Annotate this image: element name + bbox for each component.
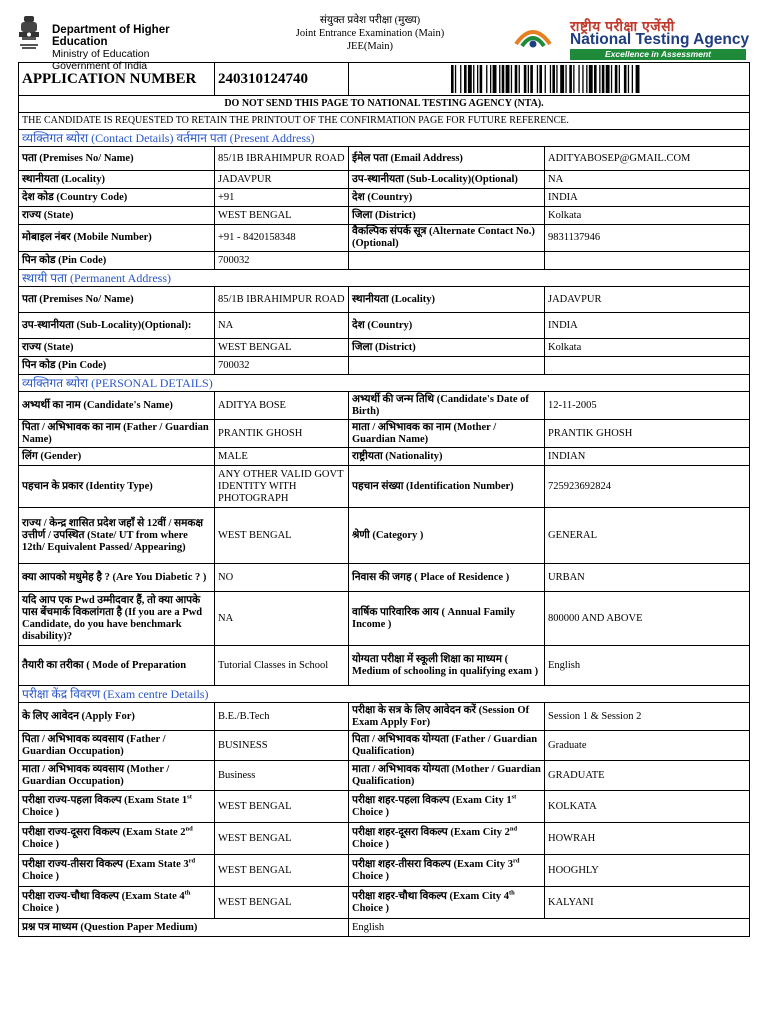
field-label: पिता / अभिभावक योग्यता (Father / Guardian Qualification) bbox=[349, 731, 545, 761]
table-row bbox=[19, 392, 750, 420]
field-label bbox=[349, 252, 545, 270]
field-value bbox=[545, 252, 750, 270]
exam-state-value: WEST BENGAL bbox=[215, 887, 349, 919]
field-label: स्थानीयता (Locality) bbox=[19, 171, 215, 189]
field-value: JADAVPUR bbox=[545, 287, 750, 313]
label-text: परीक्षा शहर-चौथा विकल्प (Exam City bbox=[352, 890, 502, 902]
state-emblem-icon bbox=[16, 14, 42, 54]
field-value: ADITYABOSEP@GMAIL.COM bbox=[545, 147, 750, 171]
field-label: जिला (District) bbox=[349, 207, 545, 225]
table-row bbox=[19, 448, 750, 466]
field-value: MALE bbox=[215, 448, 349, 466]
present-address-header-row bbox=[19, 130, 750, 147]
field-value: English bbox=[545, 646, 750, 686]
label-text: परीक्षा राज्य-तीसरा विकल्प (Exam State bbox=[22, 858, 181, 870]
barcode-icon bbox=[449, 63, 749, 95]
exam-title-english: Joint Entrance Examination (Main) bbox=[295, 28, 445, 39]
exam-choice-row bbox=[19, 823, 750, 855]
exam-title-hindi: संयुक्त प्रवेश परीक्षा (मुख्य) bbox=[319, 15, 421, 26]
notice-row bbox=[19, 96, 750, 113]
table-row bbox=[19, 357, 750, 375]
table-row bbox=[19, 508, 750, 564]
field-value: ADITYA BOSE bbox=[215, 392, 349, 420]
nta-name-english: National Testing Agency bbox=[570, 31, 750, 48]
exam-state-choice-label bbox=[19, 855, 215, 887]
field-value: Kolkata bbox=[545, 339, 750, 357]
choice-ordinal: 1 bbox=[181, 794, 188, 806]
label-text: परीक्षा शहर-तीसरा विकल्प (Exam City bbox=[352, 858, 506, 870]
personal-details-header-row bbox=[19, 375, 750, 392]
table-row bbox=[19, 252, 750, 270]
field-label bbox=[349, 357, 545, 375]
field-value: 700032 bbox=[215, 252, 349, 270]
ministry-block bbox=[14, 14, 214, 72]
exam-choice-row bbox=[19, 887, 750, 919]
choice-ordinal: 4 bbox=[179, 890, 185, 902]
exam-title-short: JEE(Main) bbox=[346, 41, 394, 52]
government-name: Government of India bbox=[52, 60, 148, 72]
field-value: JADAVPUR bbox=[215, 171, 349, 189]
table-row bbox=[19, 287, 750, 313]
exam-choice-row bbox=[19, 791, 750, 823]
exam-city-value: HOWRAH bbox=[545, 823, 750, 855]
application-number-row bbox=[19, 63, 750, 96]
nta-logo-icon bbox=[514, 24, 552, 50]
choice-suffix: Choice ) bbox=[22, 902, 60, 914]
choice-suffix: Choice ) bbox=[352, 806, 390, 818]
barcode-cell bbox=[349, 63, 750, 96]
exam-city-choice-label bbox=[349, 823, 545, 855]
field-value bbox=[545, 357, 750, 375]
field-value: NA bbox=[215, 592, 349, 646]
field-label: देश (Country) bbox=[349, 313, 545, 339]
field-label: परीक्षा के सत्र के लिए आवेदन करें (Session Of Exam Apply For) bbox=[349, 703, 545, 731]
label-text: परीक्षा राज्य-चौथा विकल्प (Exam State bbox=[22, 890, 177, 902]
ordinal-suffix: th bbox=[509, 889, 515, 896]
field-label: राज्य / केन्द्र शासित प्रदेश जहाँ से 12वीं / समकक्ष उत्तीर्ण / उपस्थित (State/ UT from where 12th/ Equivalent Passed/ Appearing) bbox=[19, 508, 215, 564]
field-label: राज्य (State) bbox=[19, 207, 215, 225]
field-value: Tutorial Classes in School bbox=[215, 646, 349, 686]
label-text: परीक्षा शहर-पहला विकल्प (Exam City bbox=[352, 794, 504, 806]
exam-centre-header-row bbox=[19, 686, 750, 703]
field-label: पिन कोड (Pin Code) bbox=[19, 252, 215, 270]
ordinal-suffix: nd bbox=[509, 825, 518, 832]
table-row bbox=[19, 147, 750, 171]
exam-centre-title: परीक्षा केंद्र विवरण (Exam centre Details) bbox=[19, 686, 750, 703]
exam-state-choice-label bbox=[19, 823, 215, 855]
exam-state-choice-label bbox=[19, 791, 215, 823]
field-value: NA bbox=[215, 313, 349, 339]
ministry-name: Ministry of Education bbox=[52, 48, 150, 60]
field-value: 725923692824 bbox=[545, 466, 750, 508]
label-text: परीक्षा शहर-दूसरा विकल्प (Exam City bbox=[352, 826, 503, 838]
field-label: अभ्यर्थी की जन्म तिथि (Candidate's Date of Birth) bbox=[349, 392, 545, 420]
field-label: क्या आपको मधुमेह है ? (Are You Diabetic ? ) bbox=[19, 564, 215, 592]
field-value: Session 1 & Session 2 bbox=[545, 703, 750, 731]
field-value: WEST BENGAL bbox=[215, 339, 349, 357]
field-label: पहचान संख्या (Identification Number) bbox=[349, 466, 545, 508]
exam-city-choice-label bbox=[349, 855, 545, 887]
table-row bbox=[19, 225, 750, 252]
personal-details-title: व्यक्तिगत ब्योरा (PERSONAL DETAILS) bbox=[19, 375, 750, 392]
field-value: PRANTIK GHOSH bbox=[545, 420, 750, 448]
choice-suffix: Choice ) bbox=[352, 838, 390, 850]
field-value: BUSINESS bbox=[215, 731, 349, 761]
present-address-title: व्यक्तिगत ब्योरा (Contact Details) वर्तमान पता (Present Address) bbox=[19, 130, 750, 147]
field-label: राज्य (State) bbox=[19, 339, 215, 357]
field-value: NA bbox=[545, 171, 750, 189]
table-row bbox=[19, 313, 750, 339]
field-label: लिंग (Gender) bbox=[19, 448, 215, 466]
exam-state-value: WEST BENGAL bbox=[215, 791, 349, 823]
table-row bbox=[19, 420, 750, 448]
nta-tagline: Excellence in Assessment bbox=[570, 49, 746, 60]
field-label: पता (Premises No/ Name) bbox=[19, 287, 215, 313]
permanent-address-header-row bbox=[19, 270, 750, 287]
field-value: 85/1B IBRAHIMPUR ROAD bbox=[215, 287, 349, 313]
field-value: INDIA bbox=[545, 313, 750, 339]
field-label: तैयारी का तरीका ( Mode of Preparation bbox=[19, 646, 215, 686]
application-number-label: APPLICATION NUMBER bbox=[19, 63, 215, 96]
label-text: परीक्षा राज्य-पहला विकल्प (Exam State bbox=[22, 794, 180, 806]
field-value: Business bbox=[215, 761, 349, 791]
field-value: Graduate bbox=[545, 731, 750, 761]
choice-ordinal: 4 bbox=[503, 890, 510, 902]
exam-state-value: WEST BENGAL bbox=[215, 855, 349, 887]
nta-logo-block bbox=[514, 14, 754, 58]
retain-printout-note: THE CANDIDATE IS REQUESTED TO RETAIN THE PRINTOUT OF THE CONFIRMATION PAGE FOR FUTURE REFERENCE. bbox=[19, 113, 750, 130]
do-not-send-notice: DO NOT SEND THIS PAGE TO NATIONAL TESTING AGENCY (NTA). bbox=[19, 96, 750, 113]
choice-ordinal: 2 bbox=[504, 826, 510, 838]
exam-city-choice-label bbox=[349, 791, 545, 823]
table-row bbox=[19, 207, 750, 225]
field-value: 9831137946 bbox=[545, 225, 750, 252]
field-label: माता / अभिभावक का नाम (Mother / Guardian Name) bbox=[349, 420, 545, 448]
page-header bbox=[0, 0, 768, 72]
application-number-value: 240310124740 bbox=[215, 63, 349, 96]
field-value: PRANTIK GHOSH bbox=[215, 420, 349, 448]
label-text: परीक्षा राज्य-दूसरा विकल्प (Exam State bbox=[22, 826, 178, 838]
field-label: माता / अभिभावक व्यवसाय (Mother / Guardian Occupation) bbox=[19, 761, 215, 791]
exam-city-choice-label bbox=[349, 887, 545, 919]
choice-ordinal: 3 bbox=[183, 858, 189, 870]
field-label: स्थानीयता (Locality) bbox=[349, 287, 545, 313]
choice-suffix: Choice ) bbox=[22, 806, 60, 818]
field-label: वार्षिक पारिवारिक आय ( Annual Family Income ) bbox=[349, 592, 545, 646]
choice-ordinal: 3 bbox=[507, 858, 514, 870]
field-label: मोबाइल नंबर (Mobile Number) bbox=[19, 225, 215, 252]
field-value: +91 - 8420158348 bbox=[215, 225, 349, 252]
choice-suffix: Choice ) bbox=[352, 902, 390, 914]
field-label: जिला (District) bbox=[349, 339, 545, 357]
table-row bbox=[19, 339, 750, 357]
exam-choice-row bbox=[19, 855, 750, 887]
exam-city-value: KALYANI bbox=[545, 887, 750, 919]
field-value: INDIAN bbox=[545, 448, 750, 466]
field-label: राष्ट्रीयता (Nationality) bbox=[349, 448, 545, 466]
nta-name-hindi: राष्ट्रीय परीक्षा एजेंसी bbox=[570, 18, 675, 34]
field-value: 800000 AND ABOVE bbox=[545, 592, 750, 646]
table-row bbox=[19, 466, 750, 508]
ordinal-suffix: rd bbox=[188, 857, 196, 864]
choice-suffix: Choice ) bbox=[22, 870, 60, 882]
field-label: ईमेल पता (Email Address) bbox=[349, 147, 545, 171]
table-row bbox=[19, 646, 750, 686]
dept-name: Department of Higher Education bbox=[52, 24, 170, 48]
field-value: WEST BENGAL bbox=[215, 508, 349, 564]
field-label: योग्यता परीक्षा में स्कूली शिक्षा का माध्यम ( Medium of schooling in qualifying exam ) bbox=[349, 646, 545, 686]
field-label: देश (Country) bbox=[349, 189, 545, 207]
permanent-address-title: स्थायी पता (Permanent Address) bbox=[19, 270, 750, 287]
choice-suffix: Choice ) bbox=[22, 838, 60, 850]
field-value: B.E./B.Tech bbox=[215, 703, 349, 731]
field-label: माता / अभिभावक योग्यता (Mother / Guardian Qualification) bbox=[349, 761, 545, 791]
field-label: उप-स्थानीयता (Sub-Locality)(Optional): bbox=[19, 313, 215, 339]
choice-suffix: Choice ) bbox=[352, 870, 390, 882]
field-label: निवास की जगह ( Place of Residence ) bbox=[349, 564, 545, 592]
field-label: यदि आप एक Pwd उम्मीदवार हैं, तो क्या आपके पास बेंचमार्क विकलांगता है (If you are a Pwd Candidate, do you have benchmark disability)? bbox=[19, 592, 215, 646]
ordinal-suffix: th bbox=[184, 889, 191, 896]
field-label: के लिए आवेदन (Apply For) bbox=[19, 703, 215, 731]
field-label: देश कोड (Country Code) bbox=[19, 189, 215, 207]
field-value: INDIA bbox=[545, 189, 750, 207]
table-row bbox=[19, 761, 750, 791]
field-value: URBAN bbox=[545, 564, 750, 592]
field-value: GRADUATE bbox=[545, 761, 750, 791]
ordinal-suffix: rd bbox=[513, 857, 520, 864]
table-row bbox=[19, 171, 750, 189]
application-table bbox=[18, 62, 750, 937]
field-label: अभ्यर्थी का नाम (Candidate's Name) bbox=[19, 392, 215, 420]
table-row bbox=[19, 731, 750, 761]
field-value: WEST BENGAL bbox=[215, 207, 349, 225]
retain-row bbox=[19, 113, 750, 130]
field-label: पिन कोड (Pin Code) bbox=[19, 357, 215, 375]
field-value: NO bbox=[215, 564, 349, 592]
exam-city-value: KOLKATA bbox=[545, 791, 750, 823]
field-label: पिता / अभिभावक का नाम (Father / Guardian Name) bbox=[19, 420, 215, 448]
field-value: GENERAL bbox=[545, 508, 750, 564]
field-label: श्रेणी (Category ) bbox=[349, 508, 545, 564]
question-paper-medium-value: English bbox=[349, 919, 750, 937]
choice-ordinal: 1 bbox=[506, 794, 512, 806]
exam-state-value: WEST BENGAL bbox=[215, 823, 349, 855]
field-value: ANY OTHER VALID GOVT IDENTITY WITH PHOTOGRAPH bbox=[215, 466, 349, 508]
field-label: पता (Premises No/ Name) bbox=[19, 147, 215, 171]
field-label: पहचान के प्रकार (Identity Type) bbox=[19, 466, 215, 508]
table-row bbox=[19, 564, 750, 592]
field-label: वैकल्पिक संपर्क सूत्र (Alternate Contact No.) (Optional) bbox=[349, 225, 545, 252]
table-row bbox=[19, 703, 750, 731]
field-label: उप-स्थानीयता (Sub-Locality)(Optional) bbox=[349, 171, 545, 189]
ordinal-suffix: st bbox=[511, 793, 517, 800]
exam-state-choice-label bbox=[19, 887, 215, 919]
field-value: 12-11-2005 bbox=[545, 392, 750, 420]
exam-city-value: HOOGHLY bbox=[545, 855, 750, 887]
question-paper-medium-label: प्रश्न पत्र माध्यम (Question Paper Medium) bbox=[19, 919, 349, 937]
ordinal-suffix: st bbox=[187, 793, 192, 800]
table-row bbox=[19, 189, 750, 207]
choice-ordinal: 2 bbox=[180, 826, 186, 838]
table-row bbox=[19, 592, 750, 646]
field-value: 700032 bbox=[215, 357, 349, 375]
ordinal-suffix: nd bbox=[185, 825, 193, 832]
exam-title bbox=[250, 14, 490, 53]
field-label: पिता / अभिभावक व्यवसाय (Father / Guardian Occupation) bbox=[19, 731, 215, 761]
field-value: 85/1B IBRAHIMPUR ROAD bbox=[215, 147, 349, 171]
field-value: Kolkata bbox=[545, 207, 750, 225]
question-paper-medium-row bbox=[19, 919, 750, 937]
field-value: +91 bbox=[215, 189, 349, 207]
